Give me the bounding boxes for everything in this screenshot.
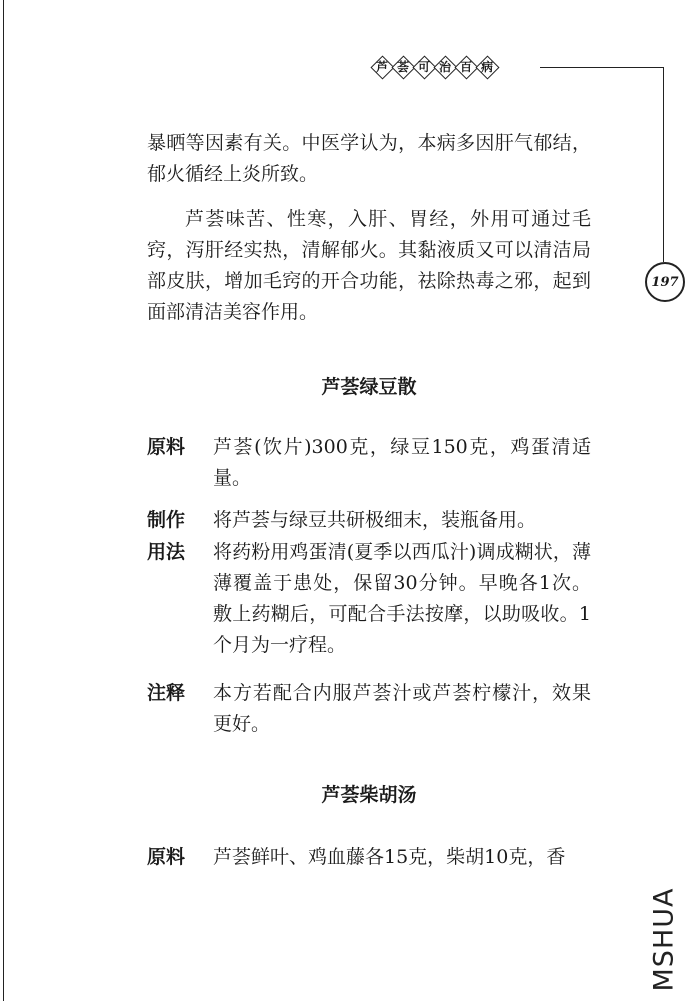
running-title (370, 55, 496, 79)
running-title-char: 百 (454, 55, 478, 79)
running-title-char: 治 (433, 55, 457, 79)
usage-entry (147, 537, 591, 661)
notes-text: 本方若配合内服芦荟汁或芦荟柠檬汁，效果更好。 (213, 682, 591, 735)
usage-text: 将药粉用鸡蛋清(夏季以西瓜汁)调成糊状，薄薄覆盖于患处，保留30分钟。早晚各1次。敷上药糊后，可配合手法按摩，以助吸收。1个月为一疗程。 (213, 541, 591, 656)
intro-paragraph-1: 暴晒等因素有关。中医学认为，本病多因肝气郁结，郁火循经上炎所致。 (147, 132, 591, 185)
running-header (370, 52, 496, 82)
intro-text (147, 128, 591, 328)
ingredients-label: 原料 (147, 436, 186, 458)
running-title-char: 芦 (370, 55, 394, 79)
usage-label: 用法 (147, 541, 186, 563)
preparation-text: 将芦荟与绿豆共研极细末，装瓶备用。 (213, 509, 537, 531)
ingredients-entry (147, 842, 591, 873)
ingredients-entry (147, 432, 591, 494)
intro-paragraph-2: 芦荟味苦、性寒，入肝、胃经，外用可通过毛窍，泻肝经实热，清解郁火。其黏液质又可以清洁局部皮肤，增加毛窍的开合功能，祛除热毒之邪，起到面部清洁美容作用。 (147, 208, 591, 323)
preparation-entry (147, 505, 591, 536)
page-number: 197 (645, 262, 685, 302)
ingredients-text: 芦荟(饮片)300克，绿豆150克，鸡蛋清适量。 (213, 436, 591, 489)
watermark-text: MSHUA (648, 887, 680, 991)
side-rule (663, 67, 664, 262)
ingredients-label: 原料 (147, 846, 186, 868)
preparation-label: 制作 (147, 509, 186, 531)
notes-entry (147, 678, 591, 740)
ingredients-text: 芦荟鲜叶、鸡血藤各15克，柴胡10克，香 (213, 846, 566, 868)
left-margin-rule (3, 0, 4, 1001)
header-rule (540, 67, 664, 68)
notes-label: 注释 (147, 682, 186, 704)
recipe-title: 芦荟绿豆散 (321, 376, 417, 398)
running-title-char: 病 (475, 55, 499, 79)
watermark (644, 880, 684, 998)
running-title-char: 荟 (391, 55, 415, 79)
running-title-char: 可 (412, 55, 436, 79)
recipe-title: 芦荟柴胡汤 (321, 784, 417, 806)
